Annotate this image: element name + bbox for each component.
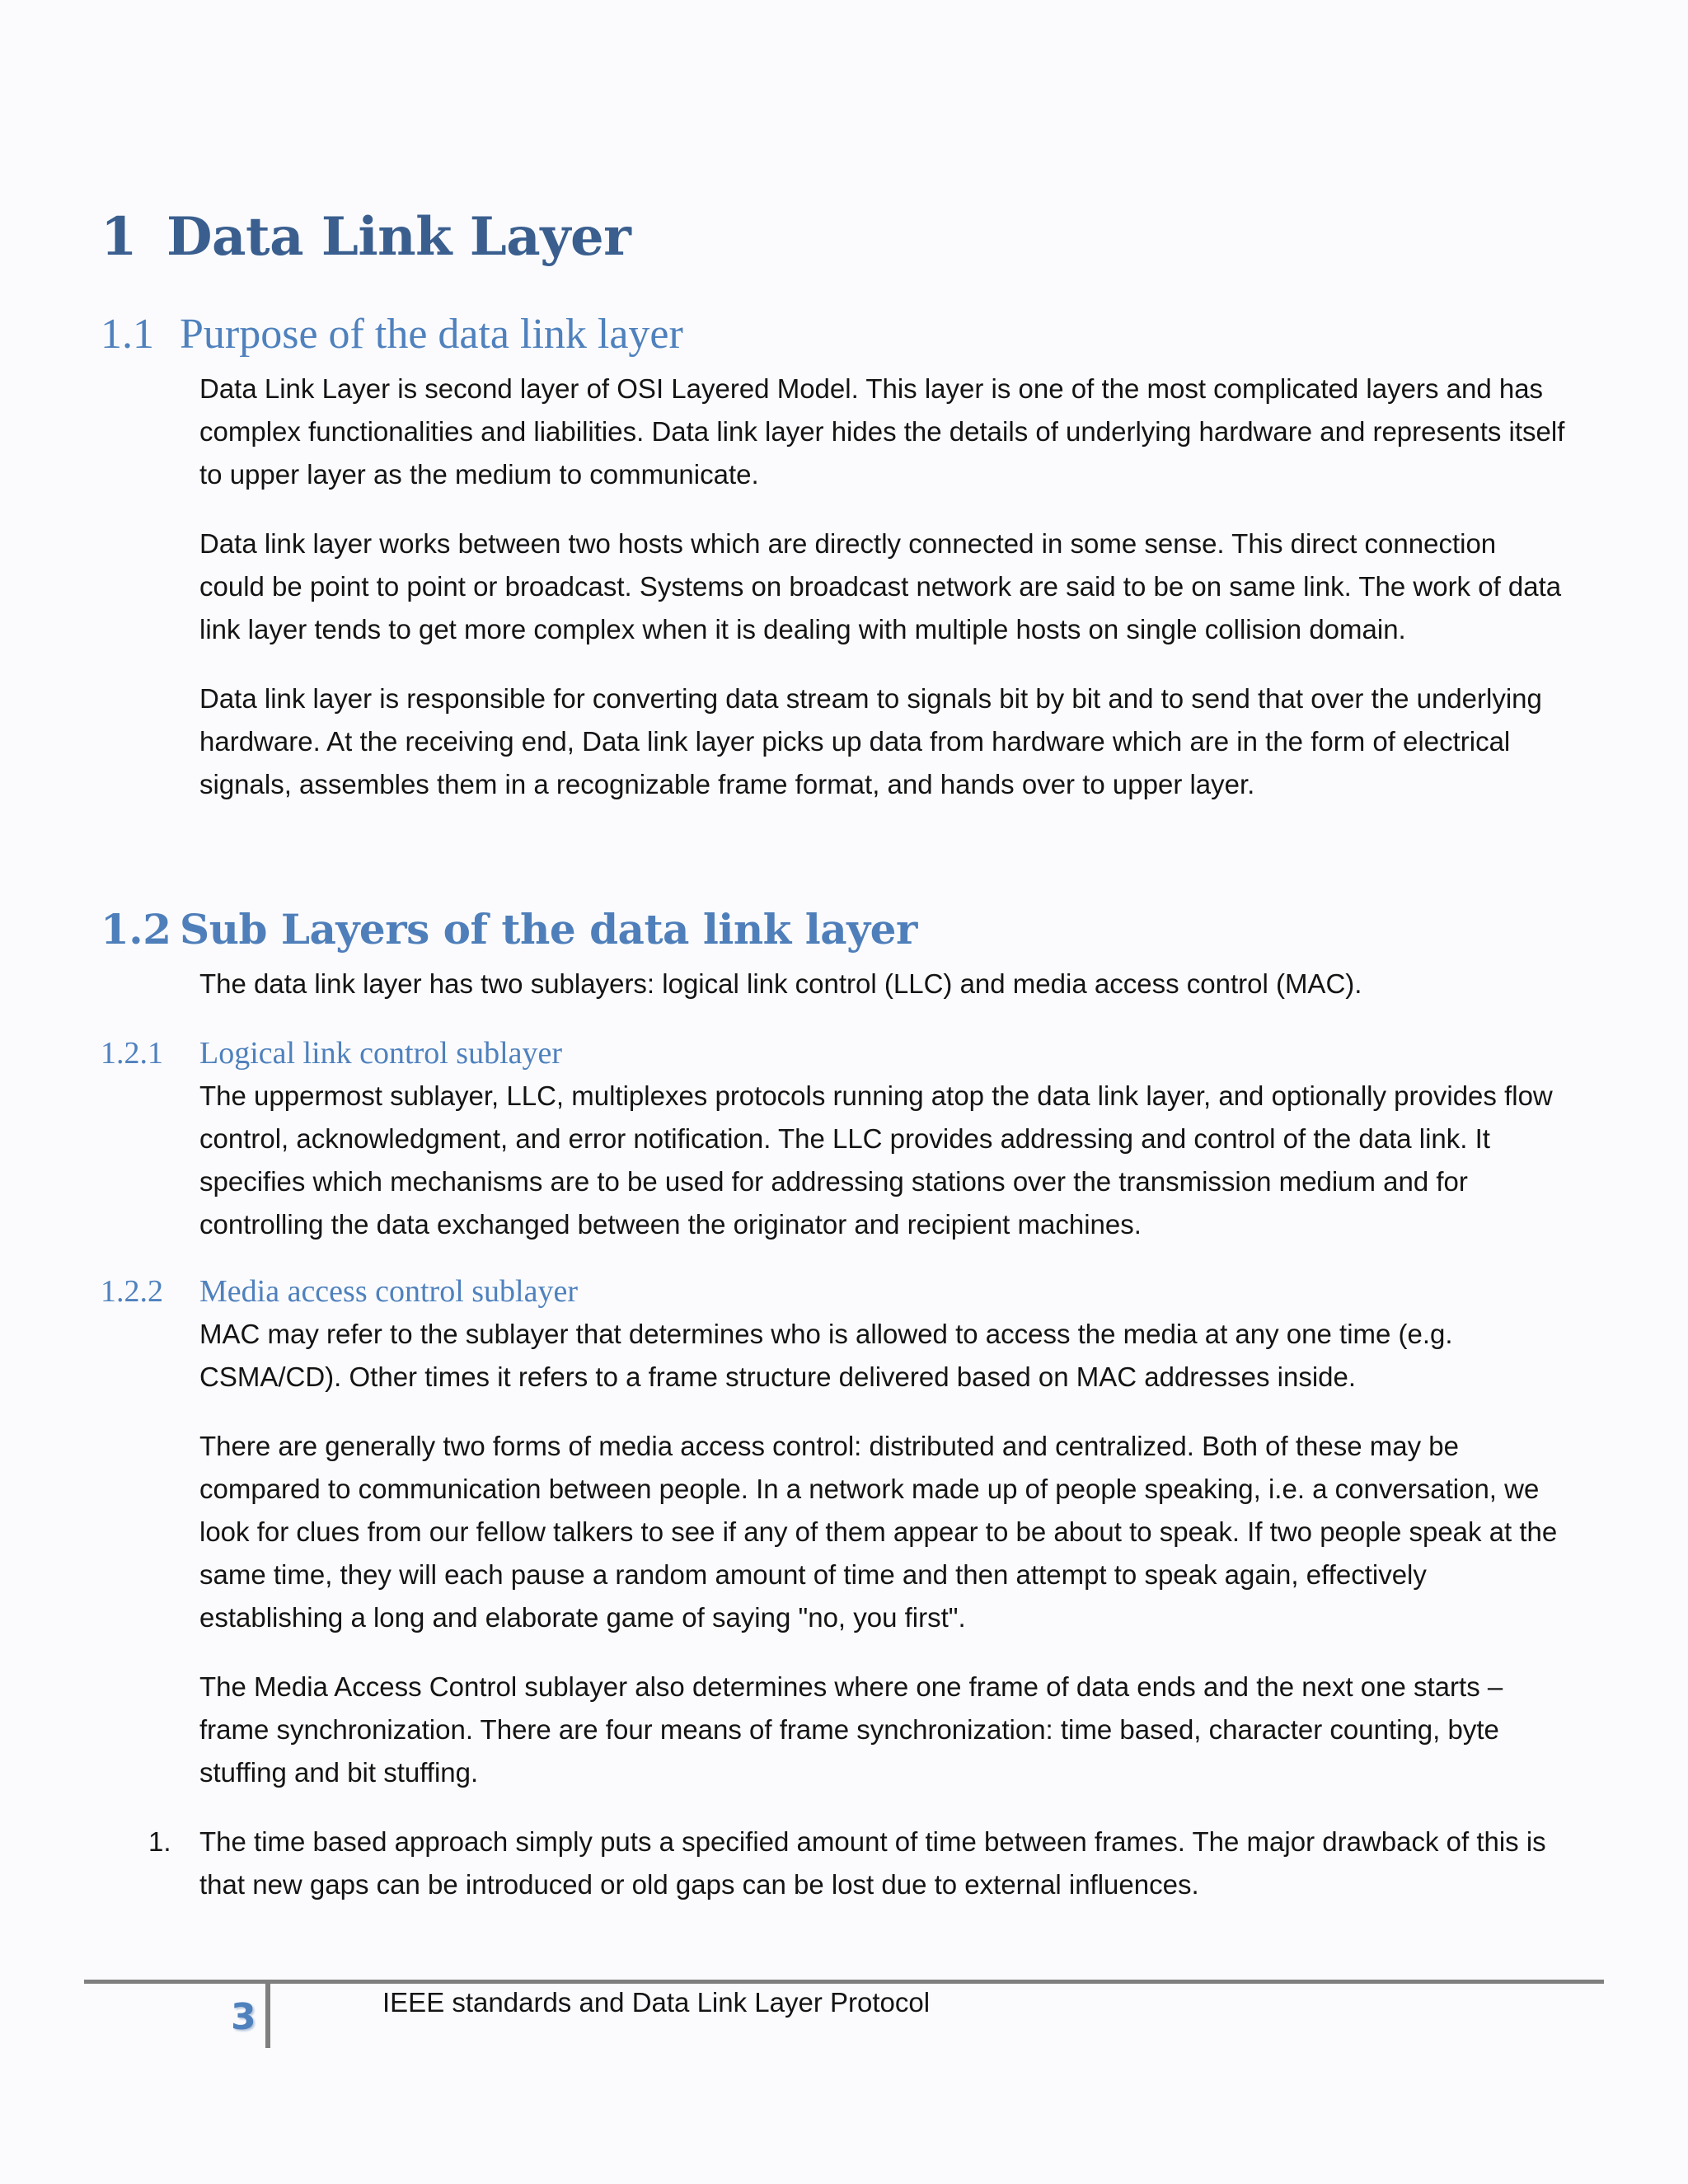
paragraph: Data link layer works between two hosts which are directly connected in some sense. This direct connection could be point to point or broadcast. Systems on broadcast network are said to be on same link. The work of data link layer tends to get more complex when it is dealing with multiple hosts on single collision domain. [199, 528, 1562, 644]
chapter-number: 1 [101, 206, 138, 268]
subsection-heading-1-2-2 [101, 1273, 578, 1310]
footer-divider [265, 1984, 270, 2048]
paragraph: Data Link Layer is second layer of OSI Layered Model. This layer is one of the most complicated layers and has complex functionalities and liabilities. Data link layer hides the details of underlying hardware and represents itself to upper layer as the medium to communicate. [199, 373, 1565, 490]
subsection-number: 1.2.2 [101, 1274, 163, 1309]
paragraph: The data link layer has two sublayers: logical link control (LLC) and media access control (MAC). [199, 968, 1362, 999]
footer-rule [84, 1980, 1604, 1984]
list-item-text: The time based approach simply puts a specified amount of time between frames. The major drawback of this is that new gaps can be introduced or old gaps can be lost due to external influences. [199, 1826, 1546, 1900]
paragraph: The Media Access Control sublayer also determines where one frame of data ends and the next one starts – frame synchronization. There are four means of frame synchronization: time based, character counting, byte stuffing and bit stuffing. [199, 1671, 1503, 1788]
paragraph: The uppermost sublayer, LLC, multiplexes protocols running atop the data link layer, and optionally provides flow control, acknowledgment, and error notification. The LLC provides addressing and control of the data link. It specifies which mechanisms are to be used for addressing stations over the transmission medium and for controlling the data exchanged between the originator and recipient machines. [199, 1080, 1553, 1240]
paragraph: MAC may refer to the sublayer that determines who is allowed to access the media at any one time (e.g. CSMA/CD). Other times it refers to a frame structure delivered based on MAC addresses inside. [199, 1319, 1453, 1392]
footer-document-title: IEEE standards and Data Link Layer Protocol [382, 1987, 931, 2018]
section-heading-1-2 [101, 905, 917, 954]
chapter-title: Data Link Layer [166, 206, 631, 268]
chapter-heading [101, 206, 631, 268]
subsection-title: Media access control sublayer [199, 1274, 578, 1309]
subsection-number: 1.2.1 [101, 1036, 163, 1071]
list-marker: 1. [148, 1826, 171, 1857]
section-number: 1.1 [101, 311, 154, 358]
section-title: Purpose of the data link layer [180, 311, 683, 358]
paragraph: There are generally two forms of media access control: distributed and centralized. Both of these may be compared to communication between people. In a network made up of people speaking, i.e. a conversation, we look for clues from our fellow talkers to see if any of them appear to be about to speak. If two people speak at the same time, they will each pause a random amount of time and then attempt to speak again, effectively establishing a long and elaborate game of saying "no, you first". [199, 1431, 1558, 1633]
section-title: Sub Layers of the data link layer [180, 905, 917, 954]
subsection-heading-1-2-1 [101, 1035, 562, 1071]
paragraph: Data link layer is responsible for converting data stream to signals bit by bit and to send that over the underlying hardware. At the receiving end, Data link layer picks up data from hardware which are in the form of electrical signals, assembles them in a recognizable frame format, and hands over to upper layer. [199, 683, 1542, 799]
section-heading-1-1 [101, 310, 683, 359]
section-number: 1.2 [101, 905, 171, 954]
subsection-title: Logical link control sublayer [199, 1036, 563, 1071]
page-number: 3 [231, 1996, 256, 2038]
